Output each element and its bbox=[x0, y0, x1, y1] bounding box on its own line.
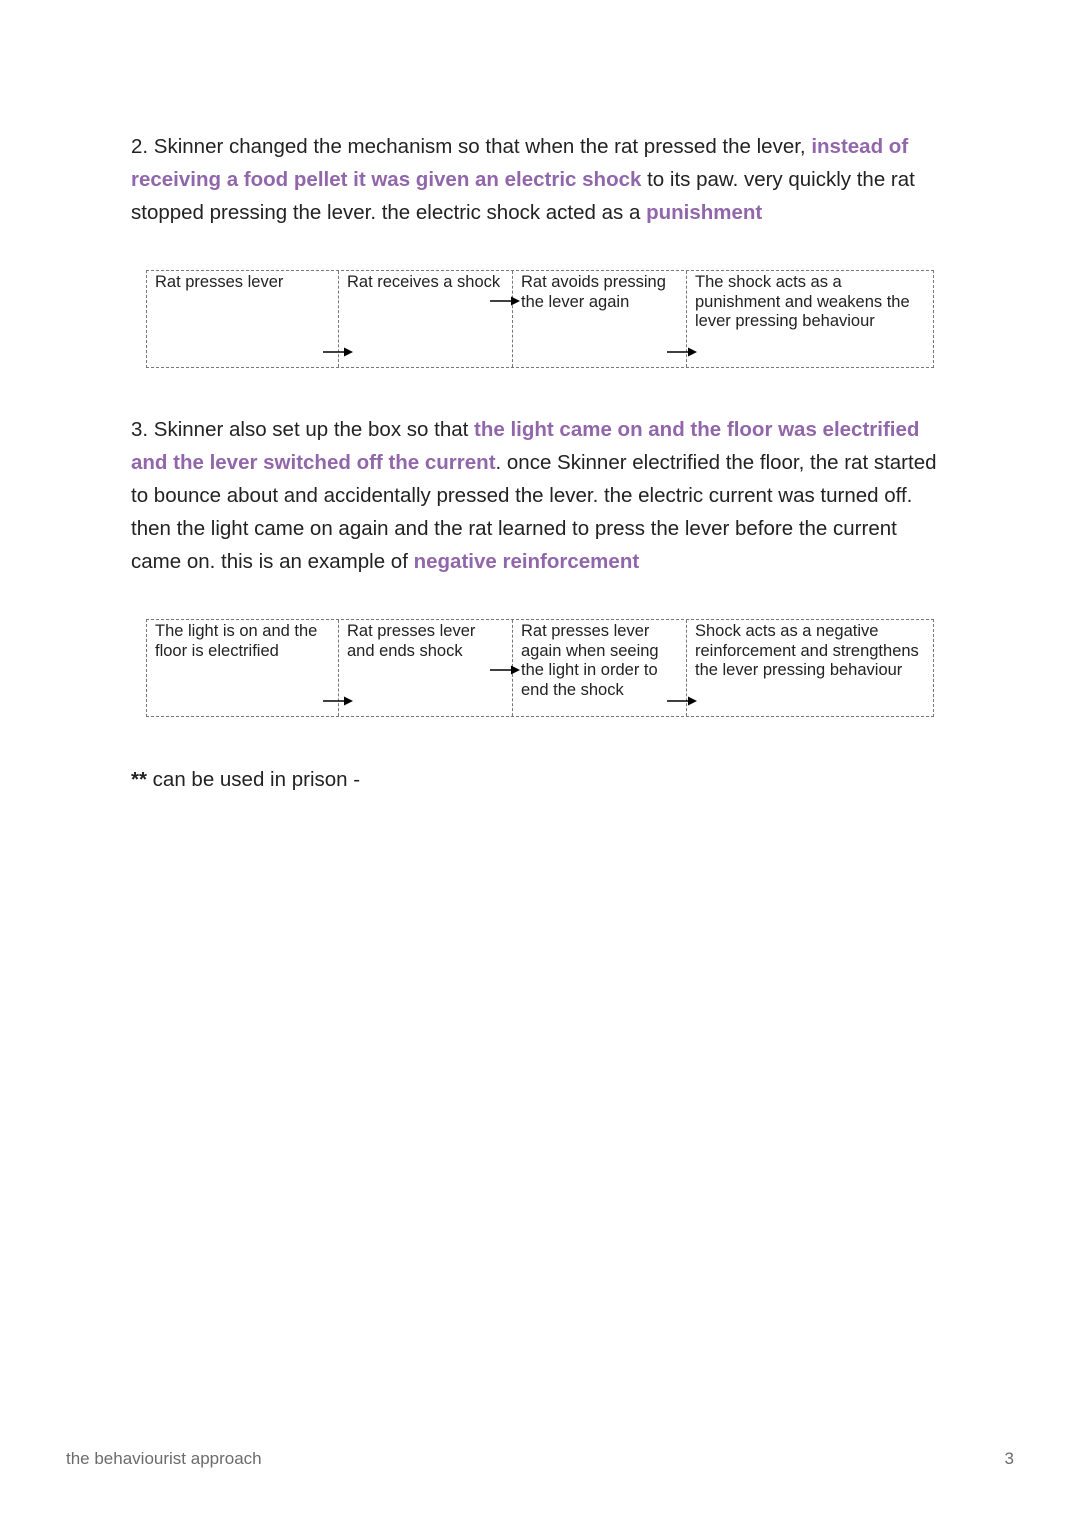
note-text: can be used in prison - bbox=[146, 768, 361, 791]
section-2-highlight-2: punishment bbox=[646, 201, 763, 224]
flow-2-step-1: The light is on and the floor is electrified bbox=[155, 622, 318, 660]
flow-1-step-4: The shock acts as a punishment and weakens the lever pressing behaviour bbox=[686, 271, 934, 367]
footer-title: the behaviourist approach bbox=[66, 1449, 262, 1468]
arrow-right-icon bbox=[667, 346, 697, 358]
section-3-text-2: . once Skinner electrified the floor, the rat started to bounce about and accidentally pressed the lever. the electric current was turned off. then the light came on again and the rat learned to press the lever before the current came on. this is an example of bbox=[131, 451, 937, 573]
flow-1-step-3: Rat avoids pressing the lever again bbox=[512, 271, 686, 367]
arrow-right-icon bbox=[323, 695, 353, 707]
section-2-paragraph bbox=[131, 130, 951, 229]
prison-note bbox=[131, 766, 360, 794]
negative-reinforcement-flow-diagram bbox=[146, 619, 934, 717]
flow-1-step-2: Rat receives a shock bbox=[338, 271, 512, 367]
punishment-flow-diagram bbox=[146, 270, 934, 368]
flow-2-step-2: Rat presses lever and ends shock bbox=[338, 620, 512, 716]
section-2-text-1: 2. Skinner changed the mechanism so that when the rat pressed the lever, bbox=[131, 135, 812, 158]
flow-1-step-1: Rat presses lever bbox=[155, 273, 284, 291]
section-2-text-2: to its paw. very quickly the rat stopped pressing the lever. the electric shock acted as a bbox=[131, 168, 915, 224]
arrow-right-icon bbox=[490, 295, 520, 307]
page-number: 3 bbox=[1004, 1449, 1014, 1468]
flow-2-step-4: Shock acts as a negative reinforcement and strengthens the lever pressing behaviour bbox=[686, 620, 934, 716]
section-3-highlight-1: the light came on and the floor was electrified and the lever switched off the current bbox=[131, 418, 920, 474]
flow-2-step-3: Rat presses lever again when seeing the light in order to end the shock bbox=[512, 620, 686, 716]
section-3-text-1: 3. Skinner also set up the box so that bbox=[131, 418, 475, 441]
arrow-right-icon bbox=[323, 346, 353, 358]
arrow-right-icon bbox=[490, 664, 520, 676]
section-2-highlight-1: instead of receiving a food pellet it was given an electric shock bbox=[131, 135, 909, 191]
note-marker: ** bbox=[131, 768, 147, 791]
section-3-paragraph bbox=[131, 413, 943, 578]
section-3-highlight-2: negative reinforcement bbox=[413, 550, 640, 573]
arrow-right-icon bbox=[667, 695, 697, 707]
